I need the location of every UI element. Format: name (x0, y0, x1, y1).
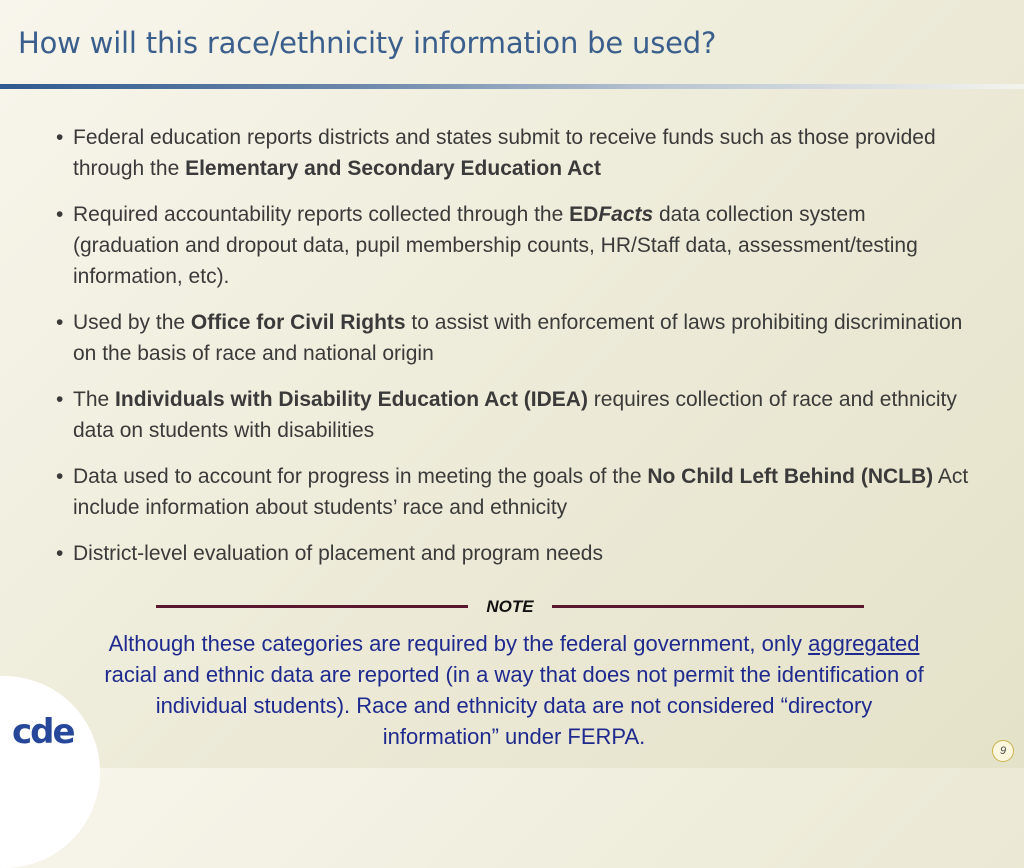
bullet-marker: • (56, 203, 64, 226)
bullet-text-after: Act include information about students’ race and ethnicity (73, 465, 969, 519)
bullet-text-after: requires collection of race and ethnicity data on students with disabilities (73, 388, 957, 442)
bullet-bold-text: No Child Left Behind (NCLB) (647, 465, 934, 488)
bullet-marker: • (56, 311, 64, 334)
bullet-text: Used by the (73, 311, 191, 334)
bullet-text: The (73, 388, 116, 411)
note-header (156, 596, 864, 618)
bullet-bold-text: ED (569, 203, 599, 226)
bullet-bold-italic-text: Facts (598, 203, 654, 226)
bullet-item (56, 538, 971, 569)
bullet-marker: • (56, 126, 64, 149)
note-text-end: racial and ethnic data are reported (in a way that does not permit the identification of individual students). Race and ethnicity data are not considered “directory information” under FERPA. (104, 662, 924, 749)
cde-logo: cde (12, 712, 74, 752)
note-body (100, 628, 928, 752)
bullet-marker: • (56, 465, 64, 488)
bullet-text: District-level evaluation of placement and program needs (73, 542, 603, 565)
bullet-item (56, 199, 971, 292)
bullet-bold-text: Individuals with Disability Education Act (IDEA) (115, 388, 588, 411)
bullet-text: Data used to account for progress in meeting the goals of the (73, 465, 648, 488)
bullet-marker: • (56, 542, 64, 565)
note-underlined-word: aggregated (808, 631, 920, 656)
bullet-item (56, 384, 971, 446)
bullet-text: Federal education reports districts and states submit to receive funds such as those provided through the (73, 126, 936, 180)
note-text-start: Although these categories are required by the federal government, only (108, 631, 809, 656)
bullet-text-after: to assist with enforcement of laws prohibiting discrimination on the basis of race and national origin (73, 311, 963, 365)
page-number-badge: 9 (992, 740, 1014, 762)
bullet-bold-text: Elementary and Secondary Education Act (185, 157, 601, 180)
bullet-list (56, 122, 971, 584)
bullet-bold-text: Office for Civil Rights (190, 311, 406, 334)
note-rule-left (156, 605, 468, 608)
logo-backdrop (0, 676, 100, 868)
note-label: NOTE (486, 597, 534, 616)
bullet-marker: • (56, 388, 64, 411)
bullet-text: Required accountability reports collected through the (73, 203, 570, 226)
bullet-text-after: data collection system (graduation and dropout data, pupil membership counts, HR/Staff data, assessment/testing information, etc). (73, 203, 918, 288)
title-divider (0, 84, 1024, 89)
bullet-item (56, 307, 971, 369)
bullet-item (56, 122, 971, 184)
slide-title: How will this race/ethnicity information be used? (18, 26, 717, 60)
note-rule-right (552, 605, 864, 608)
bullet-item (56, 461, 971, 523)
